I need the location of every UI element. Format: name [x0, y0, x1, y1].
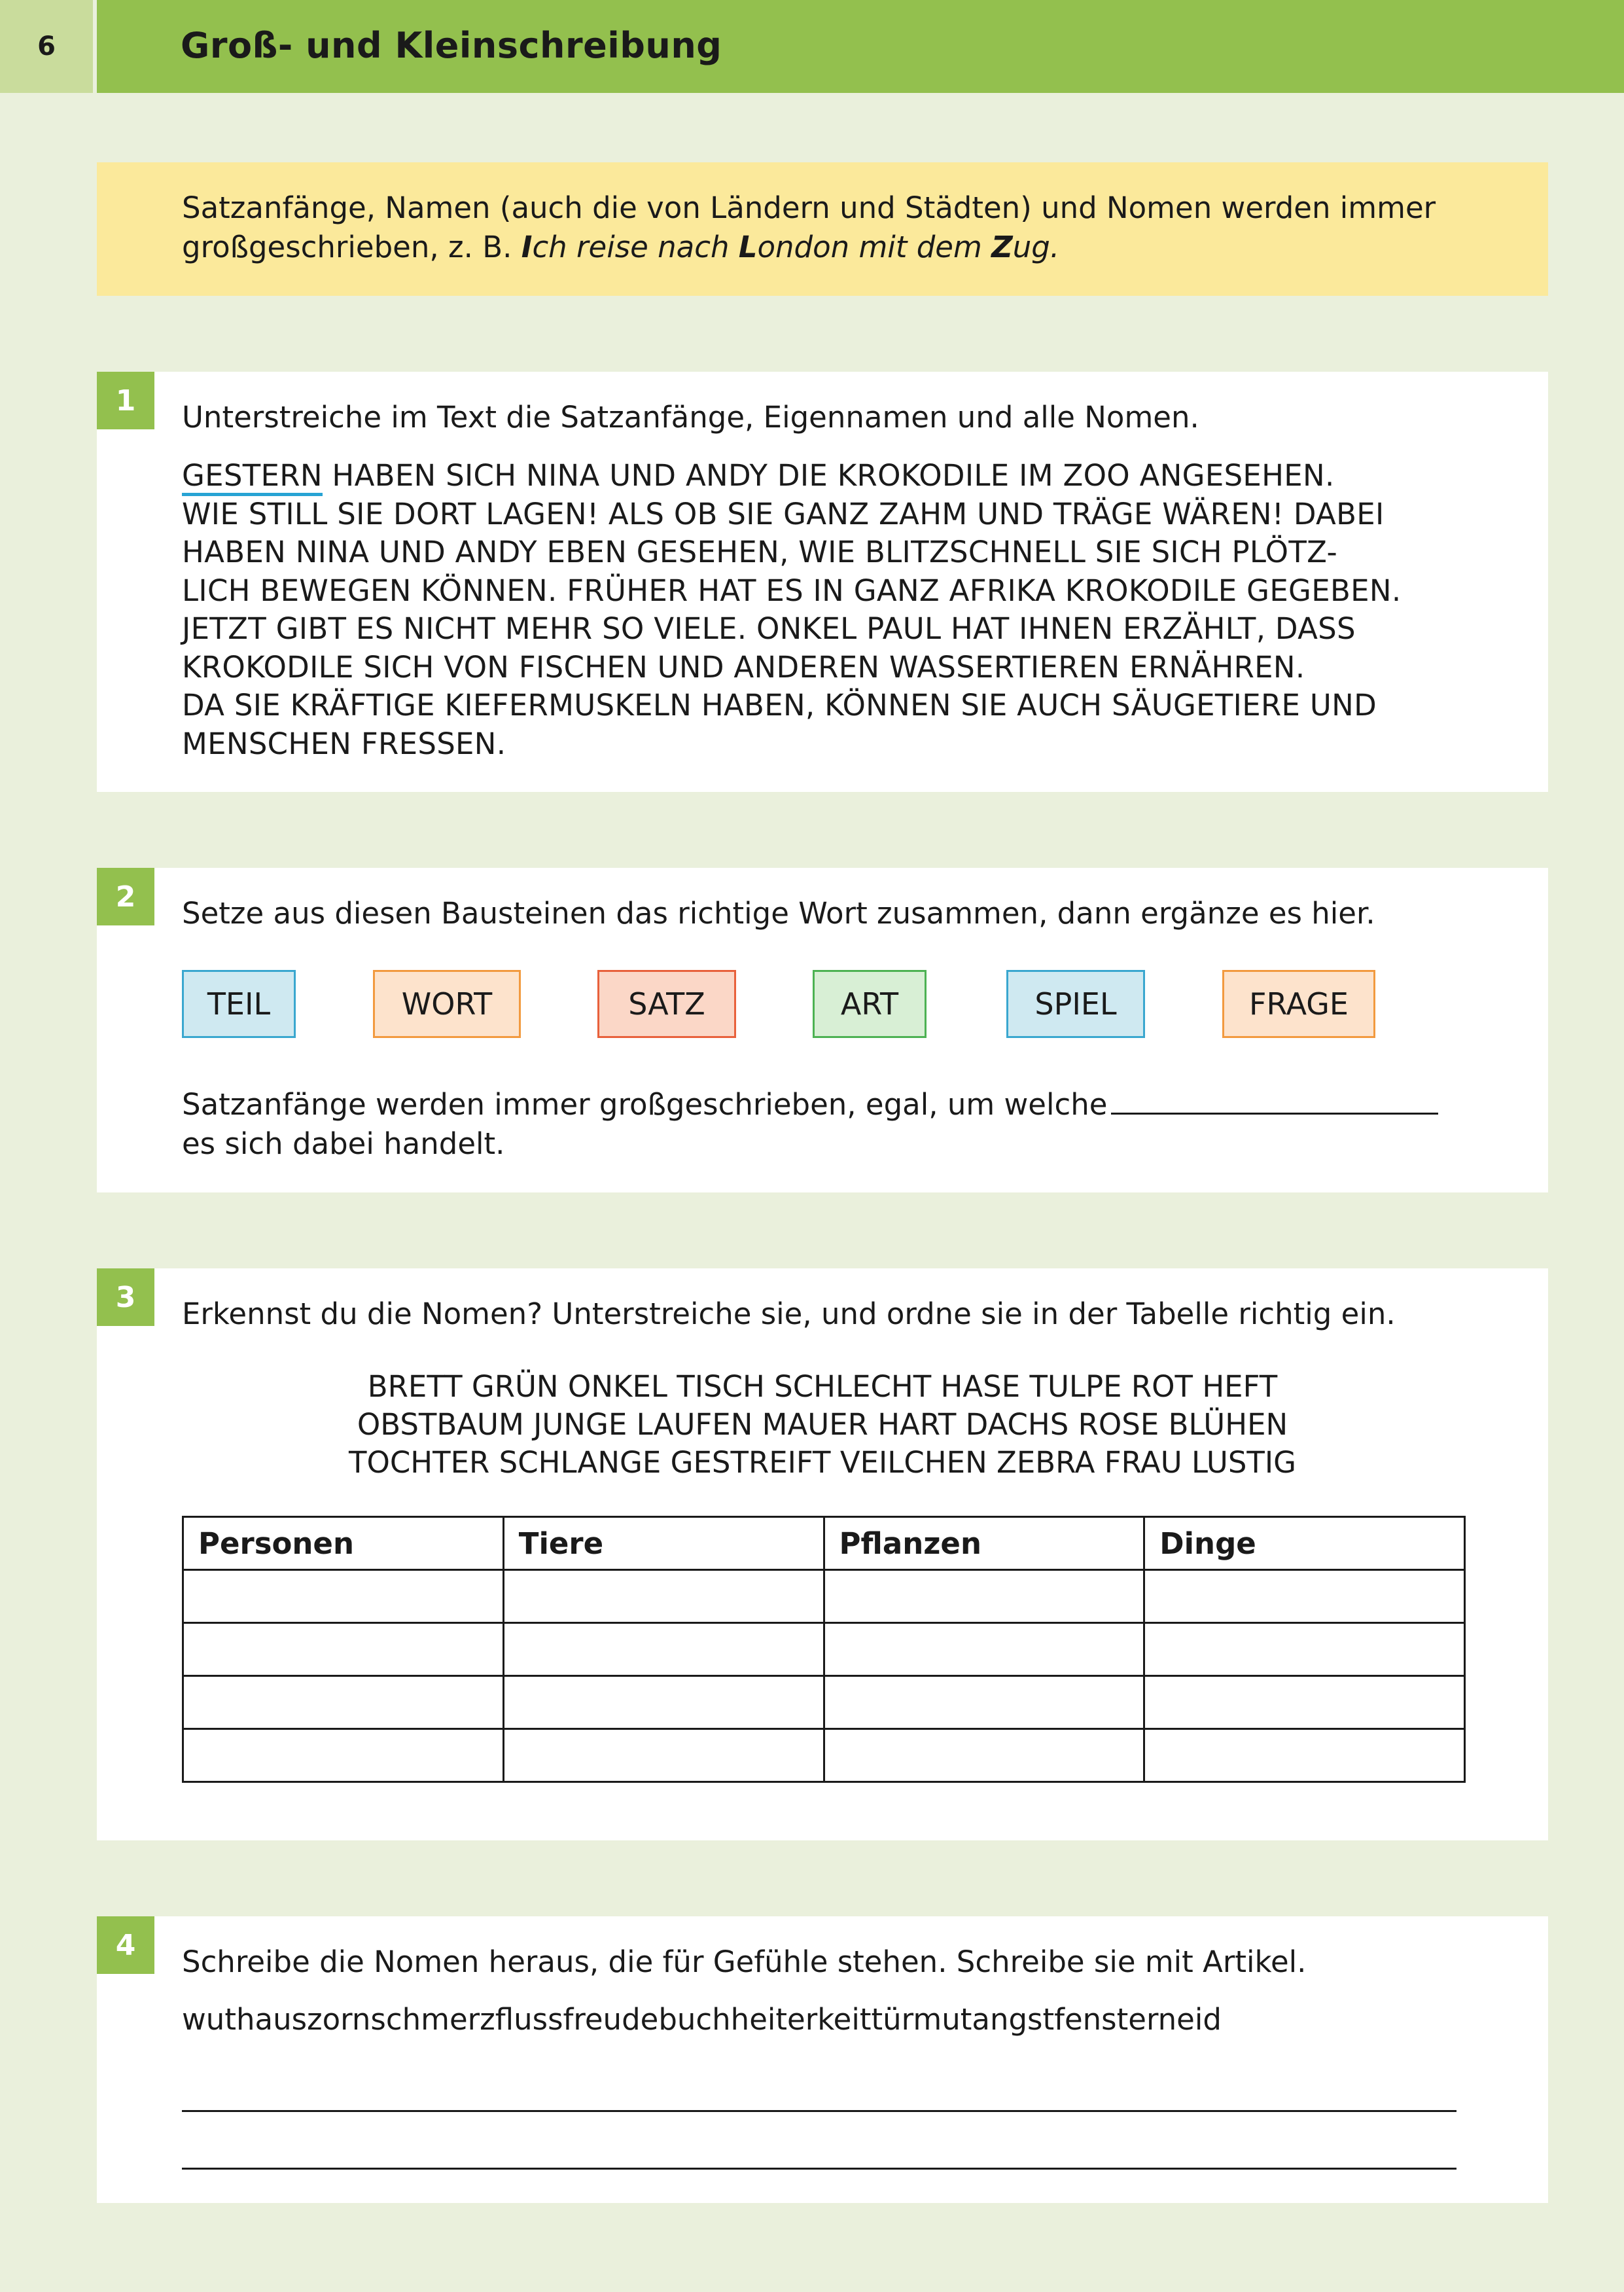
- table-cell[interactable]: [183, 1623, 504, 1676]
- underlined-word[interactable]: GESTERN: [182, 458, 323, 496]
- word-list: [97, 1368, 1548, 1482]
- table-cell[interactable]: [183, 1570, 504, 1623]
- text-line: LICH BEWEGEN KÖNNEN. FRÜHER HAT ES IN GANZ AFRIKA KROKODILE GEGEBEN.: [182, 573, 1402, 608]
- table-cell[interactable]: [503, 1623, 824, 1676]
- word-block[interactable]: SPIEL: [1006, 970, 1145, 1038]
- word-line: OBSTBAUM JUNGE LAUFEN MAUER HART DACHS ROSE BLÜHEN: [357, 1407, 1288, 1442]
- word-line: TOCHTER SCHLANGE GESTREIFT VEILCHEN ZEBRA FRAU LUSTIG: [348, 1445, 1297, 1480]
- task-4-card: [97, 1916, 1548, 2203]
- word-block[interactable]: WORT: [373, 970, 521, 1038]
- text-line: MENSCHEN FRESSEN.: [182, 726, 506, 761]
- page-header: [0, 0, 1624, 93]
- page-number: 6: [0, 0, 93, 93]
- word-block[interactable]: TEIL: [182, 970, 296, 1038]
- table-cell[interactable]: [824, 1676, 1144, 1729]
- table-cell[interactable]: [1144, 1570, 1465, 1623]
- text-line: JETZT GIBT ES NICHT MEHR SO VIELE. ONKEL PAUL HAT IHNEN ERZÄHLT, DASS: [182, 611, 1356, 646]
- text-line: HABEN NINA UND ANDY EBEN GESEHEN, WIE BLITZSCHNELL SIE SICH PLÖTZ-: [182, 535, 1338, 569]
- task-2-instruction: Setze aus diesen Bausteinen das richtige Wort zusammen, dann ergänze es hier.: [182, 896, 1375, 931]
- task-number: 3: [97, 1268, 154, 1326]
- task-3-instruction: Erkennst du die Nomen? Unterstreiche sie, und ordne sie in der Tabelle richtig ein.: [182, 1297, 1396, 1331]
- page-title: Groß- und Kleinschreibung: [181, 25, 722, 66]
- column-header: Personen: [183, 1517, 504, 1570]
- text-line: WIE STILL SIE DORT LAGEN! ALS OB SIE GANZ ZAHM UND TRÄGE WÄREN! DABEI: [182, 496, 1385, 531]
- table-row: [183, 1623, 1465, 1676]
- writing-line[interactable]: [182, 2168, 1456, 2170]
- table-cell[interactable]: [824, 1729, 1144, 1782]
- text-line: HABEN SICH NINA UND ANDY DIE KROKODILE IM ZOO ANGESEHEN.: [322, 458, 1335, 493]
- word-line: BRETT GRÜN ONKEL TISCH SCHLECHT HASE TULPE ROT HEFT: [367, 1369, 1278, 1404]
- task-number: 4: [97, 1916, 154, 1974]
- table-row: [183, 1729, 1465, 1782]
- table-cell[interactable]: [503, 1676, 824, 1729]
- text-line: KROKODILE SICH VON FISCHEN UND ANDEREN WASSERTIEREN ERNÄHREN.: [182, 649, 1305, 685]
- word-block[interactable]: FRAGE: [1222, 970, 1375, 1038]
- rule-example: Ich reise nach London mit dem Zug.: [521, 230, 1060, 264]
- task-2-sentence: [182, 1084, 1438, 1164]
- letter-snake: wuthauszornschmerzflussfreudebuchheiterkeittürmutangstfensterneid: [182, 2002, 1222, 2037]
- task-4-instruction: Schreibe die Nomen heraus, die für Gefühle stehen. Schreibe sie mit Artikel.: [182, 1944, 1307, 1979]
- table-cell[interactable]: [1144, 1676, 1465, 1729]
- column-header: Dinge: [1144, 1517, 1465, 1570]
- rule-text: [182, 188, 1523, 267]
- table-cell[interactable]: [183, 1729, 504, 1782]
- table-cell[interactable]: [183, 1676, 504, 1729]
- table-row: [183, 1676, 1465, 1729]
- task-1-text: [182, 457, 1530, 763]
- sentence-text: Satzanfänge werden immer großgeschrieben, egal, um welche: [182, 1087, 1108, 1122]
- task-number: 2: [97, 868, 154, 925]
- task-1-card: [97, 372, 1548, 792]
- answer-blank[interactable]: [1111, 1084, 1438, 1115]
- table-header-row: [183, 1517, 1465, 1570]
- task-1-instruction: Unterstreiche im Text die Satzanfänge, Eigennamen und alle Nomen.: [182, 400, 1199, 435]
- title-bar: [97, 0, 1624, 93]
- table-cell[interactable]: [1144, 1729, 1465, 1782]
- writing-line[interactable]: [182, 2110, 1456, 2112]
- column-header: Pflanzen: [824, 1517, 1144, 1570]
- sorting-table: [182, 1516, 1466, 1783]
- word-block[interactable]: SATZ: [597, 970, 736, 1038]
- table-row: [183, 1570, 1465, 1623]
- column-header: Tiere: [503, 1517, 824, 1570]
- table-cell[interactable]: [824, 1570, 1144, 1623]
- table-cell[interactable]: [824, 1623, 1144, 1676]
- sentence-text: es sich dabei handelt.: [182, 1126, 505, 1161]
- word-blocks: [97, 970, 1548, 1042]
- rule-box: [97, 162, 1548, 296]
- rule-line-2: großgeschrieben, z. B.: [182, 230, 521, 264]
- table-cell[interactable]: [503, 1570, 824, 1623]
- text-line: DA SIE KRÄFTIGE KIEFERMUSKELN HABEN, KÖNNEN SIE AUCH SÄUGETIERE UND: [182, 688, 1377, 723]
- table-cell[interactable]: [1144, 1623, 1465, 1676]
- word-block[interactable]: ART: [813, 970, 927, 1038]
- table-cell[interactable]: [503, 1729, 824, 1782]
- task-number: 1: [97, 372, 154, 429]
- task-2-card: [97, 868, 1548, 1192]
- rule-line-1: Satzanfänge, Namen (auch die von Ländern und Städten) und Nomen werden immer: [182, 190, 1436, 225]
- task-3-card: [97, 1268, 1548, 1840]
